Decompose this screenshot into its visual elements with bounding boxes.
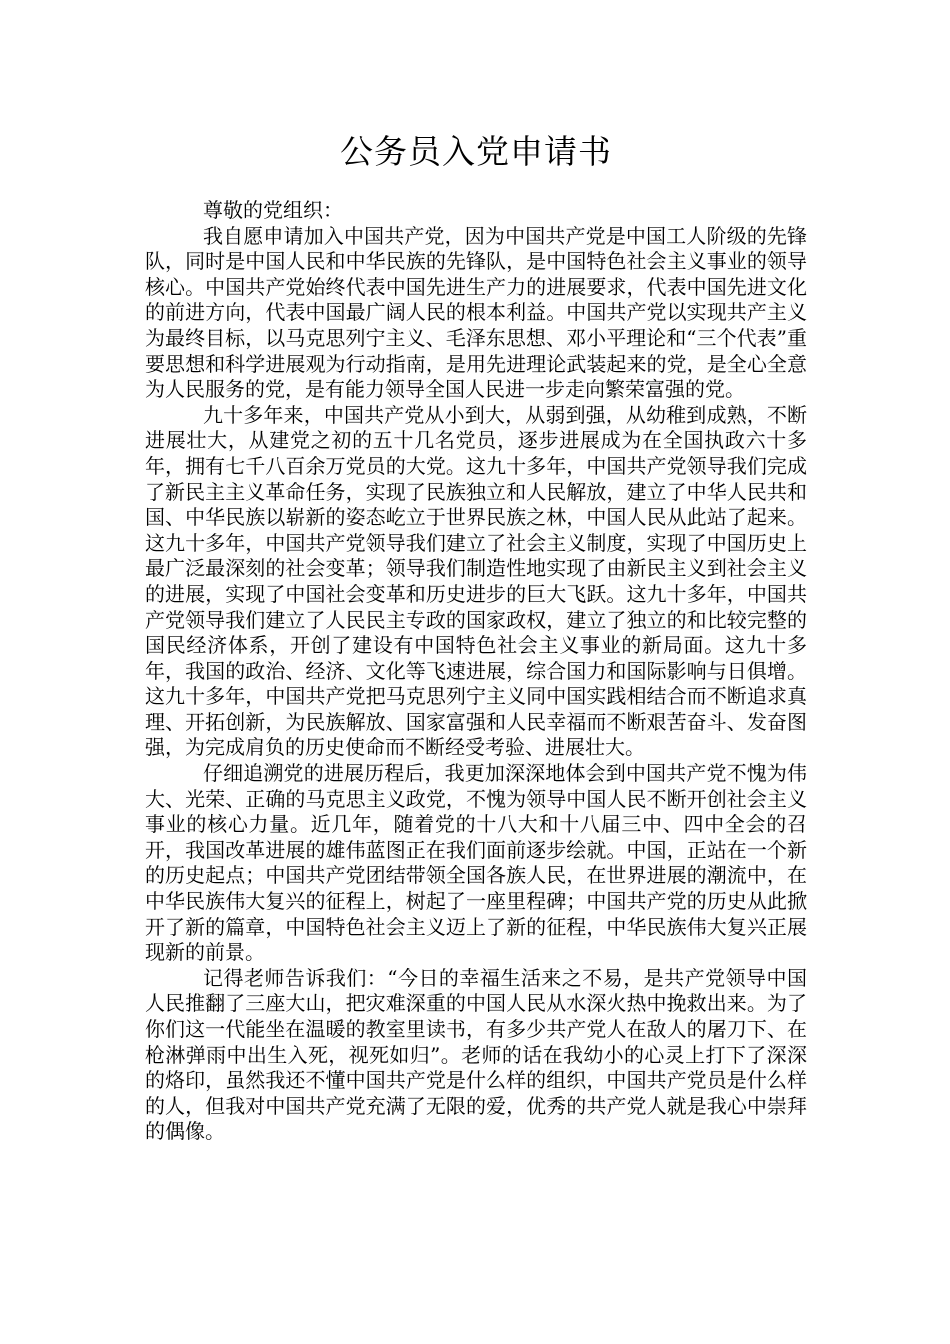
document-title: 公务员入党申请书 (340, 132, 612, 171)
document-page (145, 0, 807, 1344)
document-body (145, 198, 807, 1145)
salutation: 尊敬的党组织： (203, 198, 343, 222)
paragraph: 记得老师告诉我们：“今日的幸福生活来之不易，是共产党领导中国人民推翻了三座大山，把灾难深重的中国人民从水深火热中挽救出来。为了你们这一代能坐在温暖的教室里读书，有多少共产党人在敌人的屠刀下、在枪淋弹雨中出生入死，视死如归”。老师的话在我幼小的心灵上打下了深深的烙印，虽然我还不懂中国共产党是什么样的组织，中国共产党员是什么样的人，但我对中国共产党充满了无限的爱，优秀的共产党人就是我心中崇拜的偶像。 (145, 965, 807, 1144)
paragraph: 仔细追溯党的进展历程后，我更加深深地体会到中国共产党不愧为伟大、光荣、正确的马克思主义政党，不愧为领导中国人民不断开创社会主义事业的核心力量。近几年，随着党的十八大和十八届三中、四中全会的召开，我国改革进展的雄伟蓝图正在我们面前逐步绘就。中国，正站在一个新的历史起点；中国共产党团结带领全国各族人民，在世界进展的潮流中，在中华民族伟大复兴的征程上，树起了一座里程碑；中国共产党的历史从此掀开了新的篇章，中国特色社会主义迈上了新的征程，中华民族伟大复兴正展现新的前景。 (145, 761, 807, 965)
paragraph: 我自愿申请加入中国共产党，因为中国共产党是中国工人阶级的先锋队，同时是中国人民和中华民族的先锋队，是中国特色社会主义事业的领导核心。中国共产党始终代表中国先进生产力的进展要求，代表中国先进文化的前进方向，代表中国最广阔人民的根本利益。中国共产党以实现共产主义为最终目标，以马克思列宁主义、毛泽东思想、邓小平理论和“三个代表”重要思想和科学进展观为行动指南，是用先进理论武装起来的党，是全心全意为人民服务的党，是有能力领导全国人民进一步走向繁荣富强的党。 (145, 223, 807, 402)
paragraph: 九十多年来，中国共产党从小到大，从弱到强，从幼稚到成熟，不断进展壮大，从建党之初的五十几名党员，逐步进展成为在全国执政六十多年，拥有七千八百余万党员的大党。这九十多年，中国共产党领导我们完成了新民主主义革命任务，实现了民族独立和人民解放，建立了中华人民共和国、中华民族以崭新的姿态屹立于世界民族之林，中国人民从此站了起来。这九十多年，中国共产党领导我们建立了社会主义制度，实现了中国历史上最广泛最深刻的社会变革；领导我们制造性地实现了由新民主义到社会主义的进展，实现了中国社会变革和历史进步的巨大飞跃。这九十多年，中国共产党领导我们建立了人民民主专政的国家政权，建立了独立的和比较完整的国民经济体系，开创了建设有中国特色社会主义事业的新局面。这九十多年，我国的政治、经济、文化等飞速进展，综合国力和国际影响与日俱增。这九十多年，中国共产党把马克思列宁主义同中国实践相结合而不断追求真理、开拓创新，为民族解放、国家富强和人民幸福而不断艰苦奋斗、发奋图强，为完成肩负的历史使命而不断经受考验、进展壮大。 (145, 402, 807, 760)
